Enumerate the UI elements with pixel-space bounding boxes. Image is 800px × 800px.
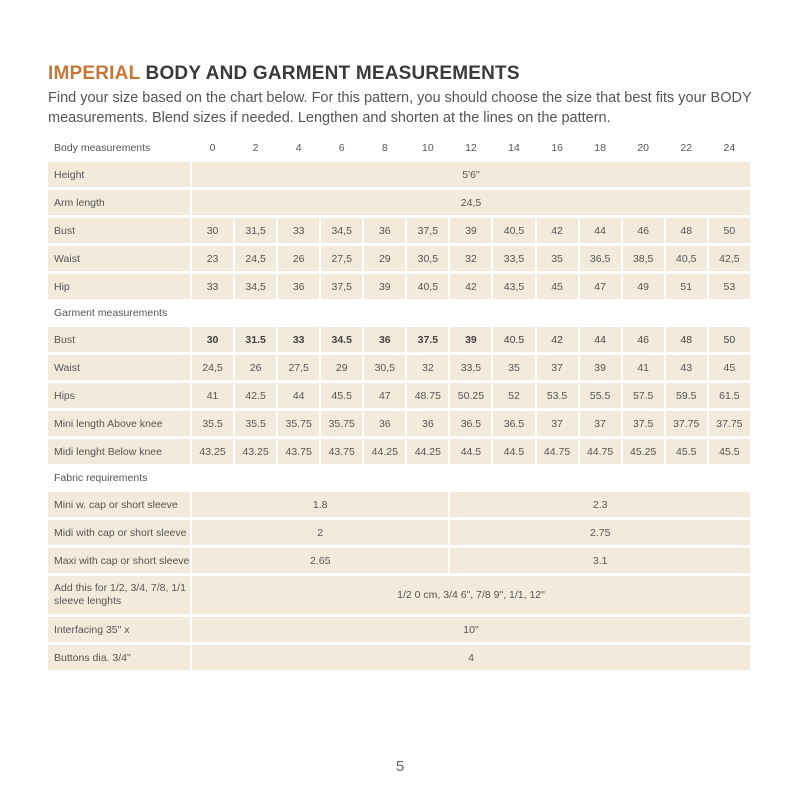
cell-value: 45.25	[623, 439, 664, 464]
cell-value: 29	[321, 355, 362, 380]
cell-value: 30	[192, 327, 233, 352]
cell-value: 31.5	[235, 327, 276, 352]
table-row	[48, 439, 750, 464]
table-row	[48, 218, 750, 243]
cell-value: 34,5	[235, 274, 276, 299]
row-label: Interfacing 35" x	[48, 617, 190, 642]
cell-value: 48	[666, 327, 707, 352]
cell-value: 35.5	[235, 411, 276, 436]
row-value-right: 2.75	[450, 520, 750, 545]
row-label: Maxi with cap or short sleeve	[48, 548, 190, 573]
table-row	[48, 355, 750, 380]
cell-value: 45	[709, 355, 750, 380]
section-label: Fabric requirements	[54, 472, 148, 484]
table-row	[48, 548, 750, 573]
cell-value: 45.5	[666, 439, 707, 464]
cell-value: 48.75	[407, 383, 448, 408]
cell-value: 30,5	[407, 246, 448, 271]
cell-value: 37.5	[623, 411, 664, 436]
cell-value: 44.25	[364, 439, 405, 464]
cell-value: 35	[537, 246, 578, 271]
header-row	[48, 137, 750, 159]
cell-value: 42,5	[709, 246, 750, 271]
cell-value: 39	[580, 355, 621, 380]
header-label: Body measurements	[54, 142, 151, 154]
cell-value: 40,5	[666, 246, 707, 271]
size-header: 10	[422, 142, 434, 154]
cell-value: 36	[278, 274, 319, 299]
row-value-left: 2.65	[192, 548, 448, 573]
table-row	[48, 383, 750, 408]
cell-value: 35	[493, 355, 534, 380]
table-row	[48, 411, 750, 436]
table-row	[48, 520, 750, 545]
cell-value: 47	[364, 383, 405, 408]
cell-value: 37.75	[666, 411, 707, 436]
cell-value: 33,5	[450, 355, 491, 380]
cell-value: 36	[364, 218, 405, 243]
cell-value: 44.25	[407, 439, 448, 464]
row-label: Hip	[48, 274, 190, 299]
table-row	[48, 617, 750, 642]
cell-value: 46	[623, 218, 664, 243]
cell-value: 48	[666, 218, 707, 243]
cell-value: 45.5	[709, 439, 750, 464]
row-value: 24,5	[192, 190, 750, 215]
cell-value: 53.5	[537, 383, 578, 408]
cell-value: 43.25	[235, 439, 276, 464]
row-value-right: 2.3	[450, 492, 750, 517]
cell-value: 37.5	[407, 327, 448, 352]
cell-value: 44.5	[493, 439, 534, 464]
row-label: Buttons dia. 3/4"	[48, 645, 190, 670]
size-header: 2	[252, 142, 259, 154]
cell-value: 52	[493, 383, 534, 408]
cell-value: 37	[580, 411, 621, 436]
row-label: Bust	[48, 218, 190, 243]
table-row	[48, 190, 750, 215]
cell-value: 36	[407, 411, 448, 436]
cell-value: 50	[709, 327, 750, 352]
page-number: 5	[395, 758, 405, 775]
cell-value: 45	[537, 274, 578, 299]
cell-value: 30	[192, 218, 233, 243]
cell-value: 37	[537, 355, 578, 380]
cell-value: 24,5	[192, 355, 233, 380]
cell-value: 40,5	[493, 218, 534, 243]
row-value: 4	[192, 645, 750, 670]
row-value-right: 3.1	[450, 548, 750, 573]
row-label: Height	[48, 162, 190, 187]
cell-value: 45.5	[321, 383, 362, 408]
cell-value: 44	[580, 327, 621, 352]
size-header: 4	[295, 142, 302, 154]
table-row	[48, 327, 750, 352]
cell-value: 41	[192, 383, 233, 408]
cell-value: 50.25	[450, 383, 491, 408]
cell-value: 51	[666, 274, 707, 299]
cell-value: 35.75	[321, 411, 362, 436]
row-value-left: 2	[192, 520, 448, 545]
section-label: Garment measurements	[54, 307, 168, 319]
row-label: Waist	[48, 355, 190, 380]
row-label: Mini length Above knee	[48, 411, 190, 436]
section-row	[48, 302, 750, 324]
cell-value: 42.5	[235, 383, 276, 408]
cell-value: 44.5	[450, 439, 491, 464]
row-label: Midi with cap or short sleeve	[48, 520, 190, 545]
size-header: 18	[594, 142, 606, 154]
row-label: Bust	[48, 327, 190, 352]
size-header: 6	[338, 142, 345, 154]
cell-value: 39	[364, 274, 405, 299]
row-label: Hips	[48, 383, 190, 408]
size-header: 12	[465, 142, 477, 154]
cell-value: 36	[364, 327, 405, 352]
cell-value: 32	[450, 246, 491, 271]
cell-value: 33,5	[493, 246, 534, 271]
cell-value: 37.75	[709, 411, 750, 436]
cell-value: 39	[450, 218, 491, 243]
row-label: Add this for 1/2, 3/4, 7/8, 1/1 sleeve lenghts	[48, 576, 190, 614]
row-label: Waist	[48, 246, 190, 271]
size-header: 0	[209, 142, 216, 154]
cell-value: 30,5	[364, 355, 405, 380]
cell-value: 26	[278, 246, 319, 271]
cell-value: 42	[537, 218, 578, 243]
cell-value: 61.5	[709, 383, 750, 408]
cell-value: 41	[623, 355, 664, 380]
cell-value: 53	[709, 274, 750, 299]
cell-value: 23	[192, 246, 233, 271]
size-header: 14	[508, 142, 520, 154]
measurements-table	[46, 134, 752, 673]
table-row	[48, 576, 750, 614]
cell-value: 57.5	[623, 383, 664, 408]
table-row	[48, 274, 750, 299]
cell-value: 36,5	[580, 246, 621, 271]
size-header: 8	[381, 142, 388, 154]
table-row	[48, 645, 750, 670]
cell-value: 43,5	[493, 274, 534, 299]
cell-value: 50	[709, 218, 750, 243]
row-value-left: 1.8	[192, 492, 448, 517]
cell-value: 27,5	[321, 246, 362, 271]
cell-value: 36	[364, 411, 405, 436]
size-header: 24	[723, 142, 736, 154]
cell-value: 35.75	[278, 411, 319, 436]
title-accent: IMPERIAL	[48, 63, 141, 84]
intro-text: Find your size based on the chart below. For this pattern, you should choose the size that best fits your BODY measurements. Blend sizes if needed. Lengthen and shorten at the lines on the pattern.	[48, 90, 752, 126]
cell-value: 42	[450, 274, 491, 299]
row-label: Arm length	[48, 190, 190, 215]
cell-value: 38,5	[623, 246, 664, 271]
cell-value: 27,5	[278, 355, 319, 380]
cell-value: 59.5	[666, 383, 707, 408]
row-value: 5'6"	[192, 162, 750, 187]
size-header: 22	[680, 142, 693, 154]
cell-value: 37,5	[407, 218, 448, 243]
section-row	[48, 467, 750, 489]
row-value: 1/2 0 cm, 3/4 6", 7/8 9", 1/1, 12"	[192, 576, 750, 614]
row-value: 10"	[192, 617, 750, 642]
cell-value: 35.5	[192, 411, 233, 436]
page-content	[48, 62, 752, 673]
cell-value: 43.25	[192, 439, 233, 464]
table-row	[48, 246, 750, 271]
cell-value: 33	[278, 218, 319, 243]
cell-value: 40,5	[407, 274, 448, 299]
cell-value: 47	[580, 274, 621, 299]
cell-value: 36.5	[493, 411, 534, 436]
cell-value: 37,5	[321, 274, 362, 299]
size-header: 16	[551, 142, 563, 154]
cell-value: 29	[364, 246, 405, 271]
cell-value: 46	[623, 327, 664, 352]
cell-value: 44	[278, 383, 319, 408]
cell-value: 43.75	[321, 439, 362, 464]
cell-value: 44.75	[580, 439, 621, 464]
cell-value: 43	[666, 355, 707, 380]
row-label: Mini w. cap or short sleeve	[48, 492, 190, 517]
cell-value: 34,5	[321, 218, 362, 243]
cell-value: 39	[450, 327, 491, 352]
cell-value: 32	[407, 355, 448, 380]
table-row	[48, 162, 750, 187]
cell-value: 44.75	[537, 439, 578, 464]
cell-value: 34.5	[321, 327, 362, 352]
cell-value: 42	[537, 327, 578, 352]
cell-value: 24,5	[235, 246, 276, 271]
cell-value: 33	[278, 327, 319, 352]
cell-value: 33	[192, 274, 233, 299]
size-header: 20	[637, 142, 649, 154]
table-row	[48, 492, 750, 517]
cell-value: 49	[623, 274, 664, 299]
cell-value: 55.5	[580, 383, 621, 408]
cell-value: 40.5	[493, 327, 534, 352]
cell-value: 26	[235, 355, 276, 380]
title-rest: BODY AND GARMENT MEASUREMENTS	[140, 63, 520, 84]
row-label: Midi lenght Below knee	[48, 439, 190, 464]
cell-value: 43.75	[278, 439, 319, 464]
cell-value: 37	[537, 411, 578, 436]
cell-value: 36.5	[450, 411, 491, 436]
page-title	[48, 62, 752, 86]
cell-value: 31,5	[235, 218, 276, 243]
cell-value: 44	[580, 218, 621, 243]
